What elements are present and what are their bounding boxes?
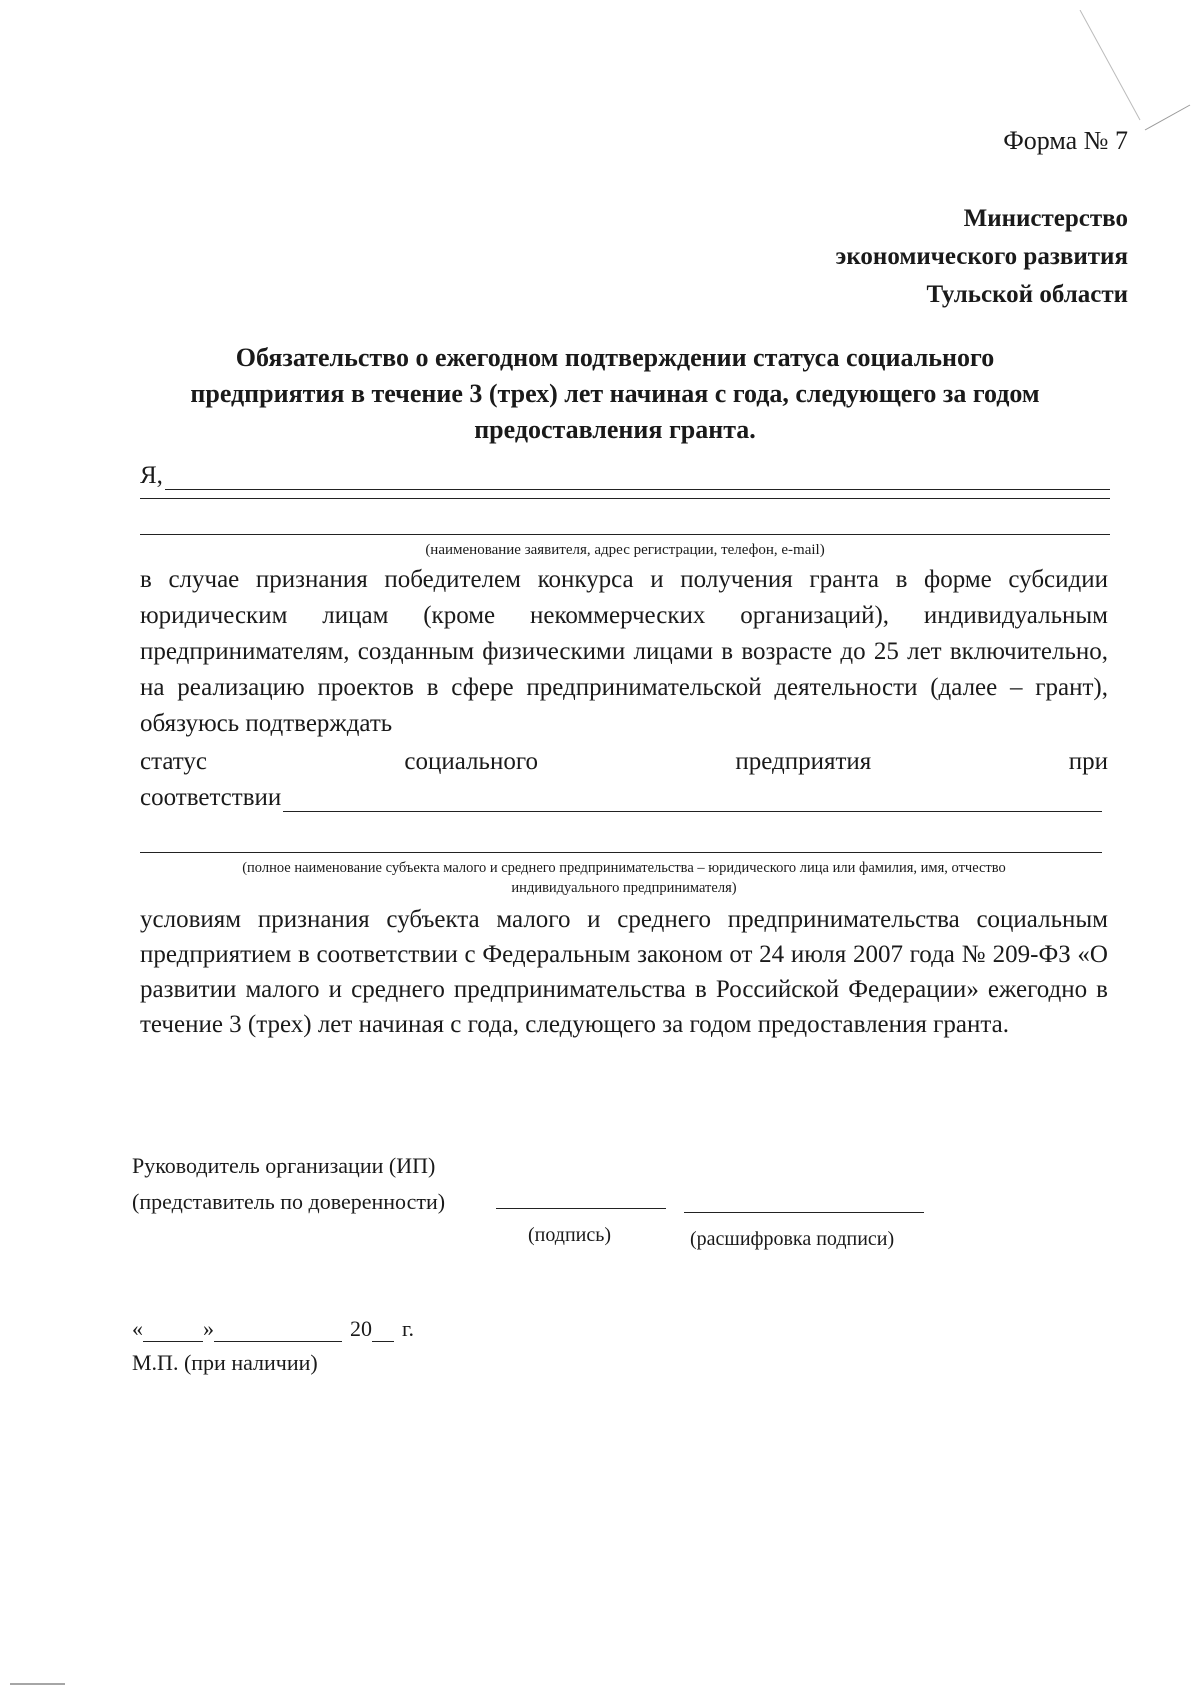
applicant-input-line-3[interactable]: [140, 534, 1110, 535]
date-open-quote: «: [132, 1316, 143, 1341]
recipient-ministry: [836, 200, 1128, 314]
word: предприятия: [735, 748, 872, 775]
entity-caption: [140, 858, 1108, 898]
title-line: Обязательство о ежегодном подтверждении статуса социального: [235, 343, 995, 372]
form-number: Форма № 7: [1003, 126, 1128, 155]
word: при: [1068, 748, 1108, 775]
applicant-input-line-2[interactable]: [140, 498, 1110, 499]
date-row: [132, 1316, 414, 1342]
commitment-paragraph-line: [140, 744, 1108, 780]
signatory-role: Руководитель организации (ИП): [132, 1153, 436, 1178]
signature-line[interactable]: [496, 1208, 666, 1209]
scan-edge-mark: [10, 1680, 70, 1690]
title-line: предприятия в течение 3 (трех) лет начиная с года, следующего за годом: [190, 379, 1040, 408]
date-close-quote: »: [203, 1316, 214, 1341]
applicant-prefix: Я,: [140, 462, 163, 489]
stamp-place: М.П. (при наличии): [132, 1350, 318, 1375]
signatory-block: [132, 1148, 445, 1220]
day-input-line[interactable]: [143, 1321, 203, 1342]
signature-decode-line[interactable]: [684, 1212, 924, 1213]
commitment-paragraph: в случае признания победителем конкурса и получения гранта в форме субсидии юридическим лицам (кроме некоммерческих организаций), индивидуальным предпринимателям, созданным физическими лицами в возрасте до 25 лет включительно, на реализацию проектов в сфере предпринимательской деятельности (далее – грант), обязуюсь подтверждать: [140, 566, 1108, 737]
signature-decode-caption: (расшифровка подписи): [690, 1228, 895, 1250]
entity-caption-line: (полное наименование субъекта малого и среднего предпринимательства – юридического лица или фамилия, имя, отчество: [242, 860, 1006, 876]
applicant-row: [140, 462, 1110, 490]
applicant-caption: (наименование заявителя, адрес регистрации, телефон, e-mail): [425, 542, 825, 558]
ministry-line: Тульской области: [926, 281, 1128, 308]
entity-prefix: соответствии: [140, 784, 282, 811]
year-input-line[interactable]: [372, 1321, 394, 1342]
ministry-line: Министерство: [963, 205, 1128, 232]
word: статус: [140, 748, 207, 775]
entity-input-line-2[interactable]: [140, 852, 1102, 853]
signature-caption: (подпись): [528, 1224, 612, 1246]
entity-row: [140, 784, 1102, 812]
signatory-role-alt: (представитель по доверенности): [132, 1189, 446, 1214]
year-suffix: г.: [402, 1316, 415, 1341]
title-line: предоставления гранта.: [474, 415, 756, 444]
document-title: [140, 340, 1090, 448]
word: социального: [404, 748, 538, 775]
year-prefix: 20: [350, 1316, 372, 1341]
ministry-line: экономического развития: [835, 243, 1128, 270]
applicant-input-line[interactable]: [165, 463, 1110, 490]
entity-input-line[interactable]: [283, 785, 1102, 812]
entity-caption-line: индивидуального предпринимателя): [511, 880, 737, 896]
conditions-paragraph: условиям признания субъекта малого и среднего предпринимательства социальным предприятием в соответствии с Федеральным законом от 24 июля 2007 года № 209-ФЗ «О развитии малого и среднего предпринимательства в Российской Федерации» ежегодно в течение 3 (трех) лет начиная с года, следующего за годом предоставления гранта.: [140, 906, 1108, 1038]
month-input-line[interactable]: [214, 1321, 342, 1342]
